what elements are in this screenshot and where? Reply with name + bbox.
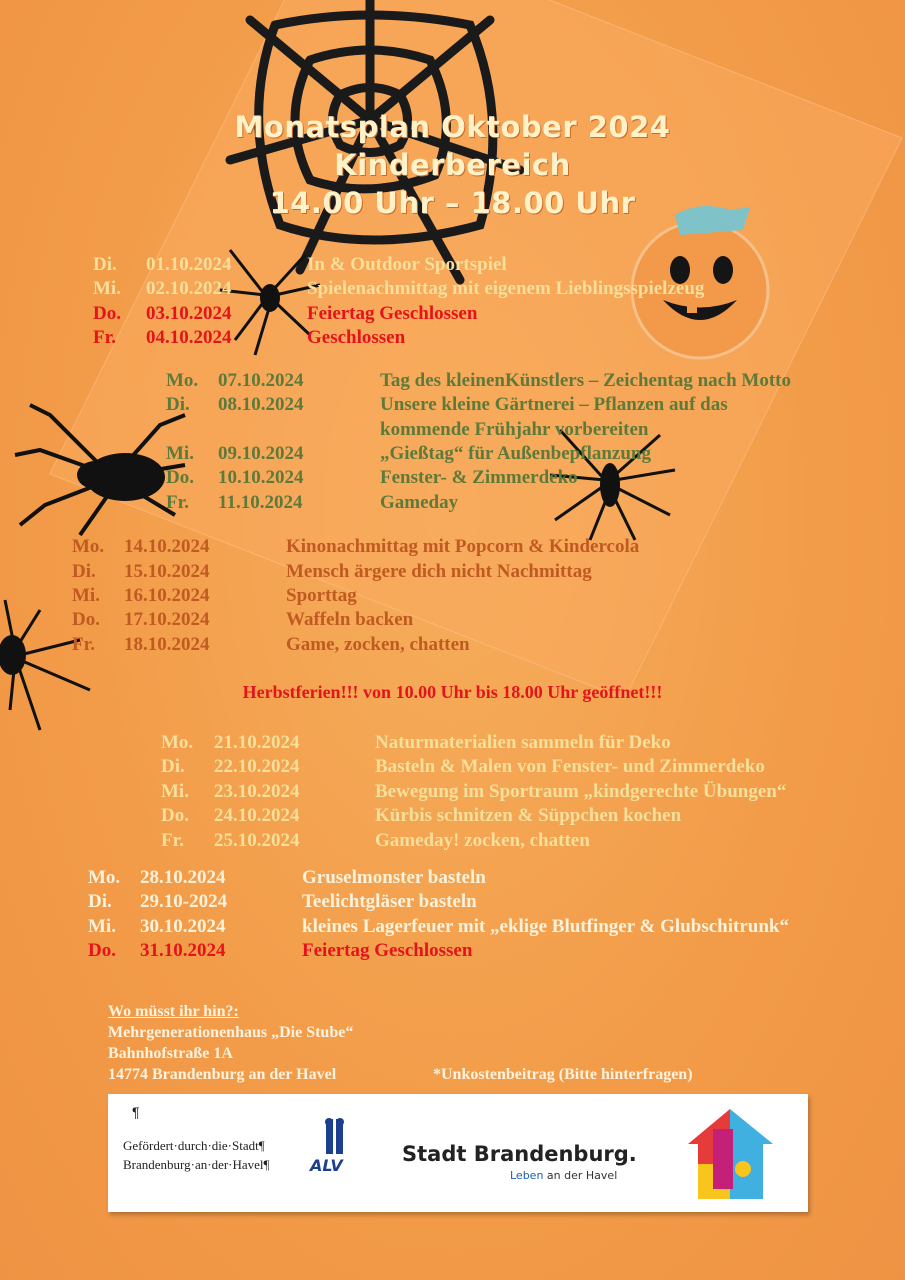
slogan-rest: an der Havel <box>543 1169 618 1182</box>
day-label: Mi. <box>93 278 121 299</box>
funding-line-2: Brandenburg·an·der·Havel¶ <box>123 1157 270 1172</box>
day-label: Mi. <box>166 443 194 464</box>
activity-label: Sporttag <box>286 585 357 606</box>
day-label: Mo. <box>166 370 199 391</box>
date-label: 28.10.2024 <box>140 867 226 888</box>
date-label: 14.10.2024 <box>124 536 210 557</box>
page-title: Monatsplan Oktober 2024 <box>234 110 671 144</box>
date-label: 31.10.2024 <box>140 940 226 961</box>
activity-label: Feiertag Geschlossen <box>307 303 478 324</box>
date-label: 23.10.2024 <box>214 781 300 802</box>
city-name: Stadt Brandenburg. <box>402 1142 637 1166</box>
day-label: Di. <box>72 561 96 582</box>
date-label: 04.10.2024 <box>146 327 232 348</box>
day-label: Di. <box>166 394 190 415</box>
funding-line-1: Gefördert·durch·die·Stadt¶ <box>123 1138 265 1153</box>
pilcrow-mark: ¶ <box>132 1104 140 1120</box>
page-subtitle: Kinderbereich <box>334 148 571 182</box>
day-label: Do. <box>72 609 100 630</box>
day-label: Di. <box>161 756 185 777</box>
activity-label: Fenster- & Zimmerdeko <box>380 467 578 488</box>
day-label: Mo. <box>72 536 105 557</box>
day-label: Fr. <box>161 830 185 851</box>
date-label: 22.10.2024 <box>214 756 300 777</box>
slogan-highlight: Leben <box>510 1169 544 1182</box>
day-label: Do. <box>93 303 121 324</box>
day-label: Mi. <box>72 585 100 606</box>
puzzle-house-icon <box>683 1104 778 1204</box>
date-label: 01.10.2024 <box>146 254 232 275</box>
activity-label: Kinonachmittag mit Popcorn & Kindercola <box>286 536 640 557</box>
cost-note: *Unkostenbeitrag (Bitte hinterfragen) <box>433 1066 693 1083</box>
activity-label: Waffeln backen <box>286 609 414 630</box>
activity-label: kommende Frühjahr vorbereiten <box>380 419 649 440</box>
date-label: 24.10.2024 <box>214 805 300 826</box>
date-label: 09.10.2024 <box>218 443 304 464</box>
date-label: 29.10-2024 <box>140 891 228 912</box>
activity-label: Naturmaterialien sammeln für Deko <box>375 732 671 753</box>
date-label: 02.10.2024 <box>146 278 232 299</box>
day-label: Di. <box>93 254 117 275</box>
alv-logo-text: ALV <box>310 1156 343 1175</box>
date-label: 11.10.2024 <box>218 492 303 513</box>
date-label: 18.10.2024 <box>124 634 210 655</box>
date-label: 25.10.2024 <box>214 830 300 851</box>
activity-label: Gameday <box>380 492 459 513</box>
activity-label: Geschlossen <box>307 327 406 348</box>
day-label: Mo. <box>161 732 194 753</box>
day-label: Mi. <box>161 781 189 802</box>
day-label: Fr. <box>93 327 117 348</box>
activity-label: Kürbis schnitzen & Süppchen kochen <box>375 805 682 826</box>
day-label: Fr. <box>72 634 96 655</box>
city-slogan <box>510 1169 617 1182</box>
activity-label: Unsere kleine Gärtnerei – Pflanzen auf das <box>380 394 728 415</box>
holiday-notice: Herbstferien!!! von 10.00 Uhr bis 18.00 Uhr geöffnet!!! <box>242 682 663 702</box>
date-label: 17.10.2024 <box>124 609 210 630</box>
activity-label: In & Outdoor Sportspiel <box>307 254 507 275</box>
day-label: Do. <box>166 467 194 488</box>
address-venue: Mehrgenerationenhaus „Die Stube“ <box>108 1024 354 1041</box>
day-label: Fr. <box>166 492 190 513</box>
activity-label: Bewegung im Sportraum „kindgerechte Übungen“ <box>375 781 787 802</box>
activity-label: Feiertag Geschlossen <box>302 940 473 961</box>
date-label: 10.10.2024 <box>218 467 304 488</box>
date-label: 30.10.2024 <box>140 916 226 937</box>
date-label: 08.10.2024 <box>218 394 304 415</box>
activity-label: Tag des kleinenKünstlers – Zeichentag nach Motto <box>380 370 791 391</box>
address-city: 14774 Brandenburg an der Havel <box>108 1066 337 1083</box>
sponsor-footer <box>108 1094 808 1212</box>
date-label: 15.10.2024 <box>124 561 210 582</box>
day-label: Di. <box>88 891 112 912</box>
activity-label: Mensch ärgere dich nicht Nachmittag <box>286 561 592 582</box>
day-label: Do. <box>161 805 189 826</box>
activity-label: Basteln & Malen von Fenster- und Zimmerdeko <box>375 756 765 777</box>
address-street: Bahnhofstraße 1A <box>108 1045 233 1062</box>
opening-hours: 14.00 Uhr – 18.00 Uhr <box>269 186 636 220</box>
date-label: 16.10.2024 <box>124 585 210 606</box>
date-label: 03.10.2024 <box>146 303 232 324</box>
date-label: 21.10.2024 <box>214 732 300 753</box>
day-label: Mo. <box>88 867 121 888</box>
activity-label: kleines Lagerfeuer mit „eklige Blutfinger & Glubschitrunk“ <box>302 916 789 937</box>
address-heading: Wo müsst ihr hin?: <box>108 1003 239 1020</box>
activity-label: Teelichtgläser basteln <box>302 891 477 912</box>
day-label: Mi. <box>88 916 116 937</box>
activity-label: Gameday! zocken, chatten <box>375 830 590 851</box>
activity-label: „Gießtag“ für Außenbepflanzung <box>380 443 651 464</box>
activity-label: Spielenachmittag mit eigenem Lieblingsspielzeug <box>307 278 705 299</box>
activity-label: Gruselmonster basteln <box>302 867 486 888</box>
day-label: Do. <box>88 940 116 961</box>
date-label: 07.10.2024 <box>218 370 304 391</box>
activity-label: Game, zocken, chatten <box>286 634 470 655</box>
